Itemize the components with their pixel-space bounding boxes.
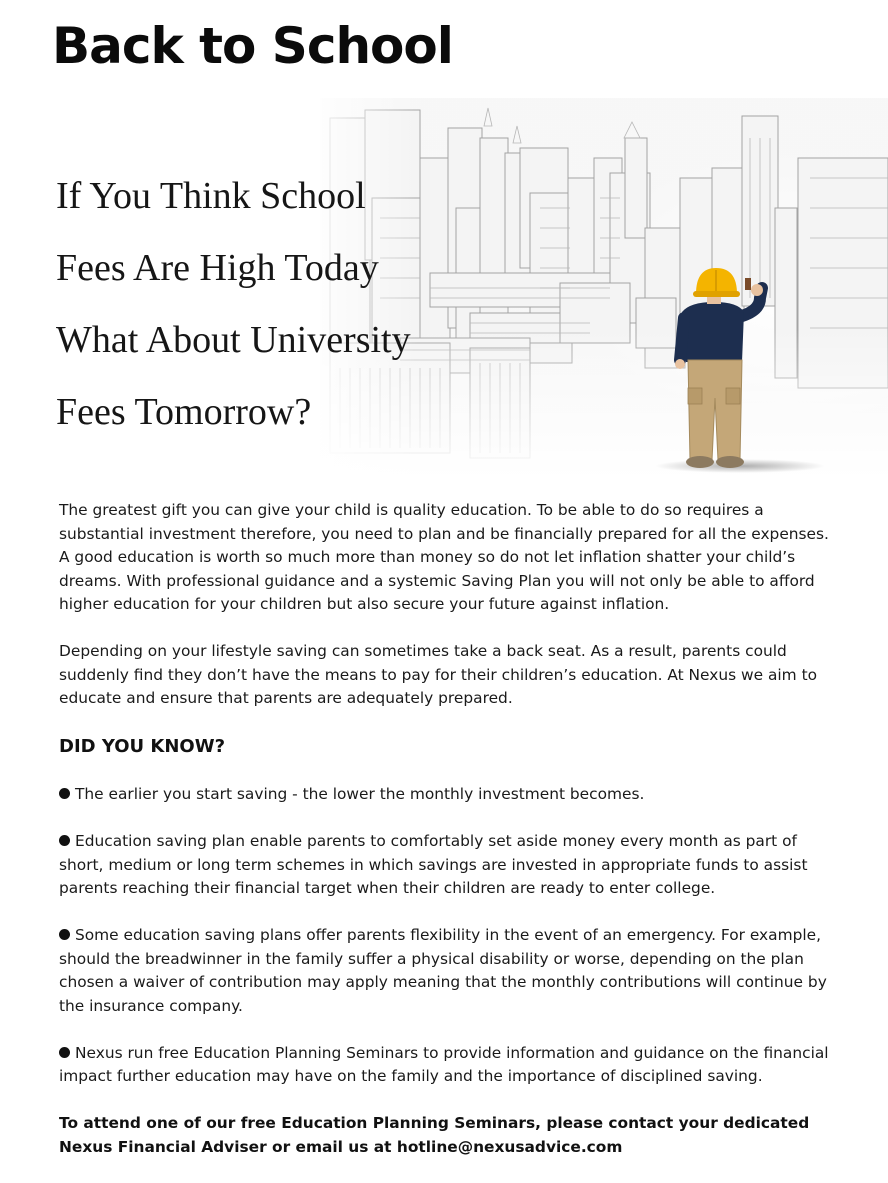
list-item: [59, 783, 834, 807]
headline-line: Fees Tomorrow?: [56, 391, 312, 433]
list-item: [59, 924, 834, 1018]
headline-line: Fees Are High Today: [56, 247, 379, 289]
list-item: [59, 1042, 834, 1089]
section-heading: DID YOU KNOW?: [59, 736, 226, 757]
list-item: [59, 830, 834, 901]
article-body: [59, 499, 834, 1183]
call-to-action: To attend one of our free Education Planning Seminars, please contact your dedicated Nexus Financial Adviser or email us at hotline@nexusadvice.com: [59, 1114, 810, 1156]
list-item-text: The earlier you start saving - the lower the monthly investment becomes.: [75, 785, 645, 803]
bullet-dot-icon: [59, 929, 70, 940]
bullet-dot-icon: [59, 788, 70, 799]
headline: [56, 160, 411, 448]
list-item-text: Nexus run free Education Planning Seminars to provide information and guidance on the financial impact further education may have on the family and the importance of disciplined saving.: [59, 1043, 829, 1085]
list-item-text: Some education saving plans offer parents flexibility in the event of an emergency. For example, should the breadwinner in the family suffer a physical disability or worse, depending on the plan chosen a waiver of contribution may apply meaning that the monthly contributions will continue by the insurance company.: [59, 926, 827, 1015]
intro-paragraph: The greatest gift you can give your child is quality education. To be able to do so requires a substantial investment therefore, you need to plan and be financially prepared for all the expenses. A good education is worth so much more than money so do not let inflation shatter your child’s dreams. With professional guidance and a systemic Saving Plan you will not only be able to afford higher education for your children but also secure your future against inflation.: [59, 501, 829, 613]
bullet-dot-icon: [59, 1047, 70, 1058]
headline-line: If You Think School: [56, 175, 366, 217]
bullet-dot-icon: [59, 835, 70, 846]
lifestyle-paragraph: Depending on your lifestyle saving can sometimes take a back seat. As a result, parents could suddenly find they don’t have the means to pay for their children’s education. At Nexus we aim to educate and ensure that parents are adequately prepared.: [59, 642, 818, 707]
page-title: Back to School: [52, 17, 453, 75]
headline-line: What About University: [56, 319, 411, 361]
list-item-text: Education saving plan enable parents to comfortably set aside money every month as part of short, medium or long term schemes in which savings are invested in appropriate funds to assist parents reaching their financial target when their children are ready to enter college.: [59, 832, 808, 897]
